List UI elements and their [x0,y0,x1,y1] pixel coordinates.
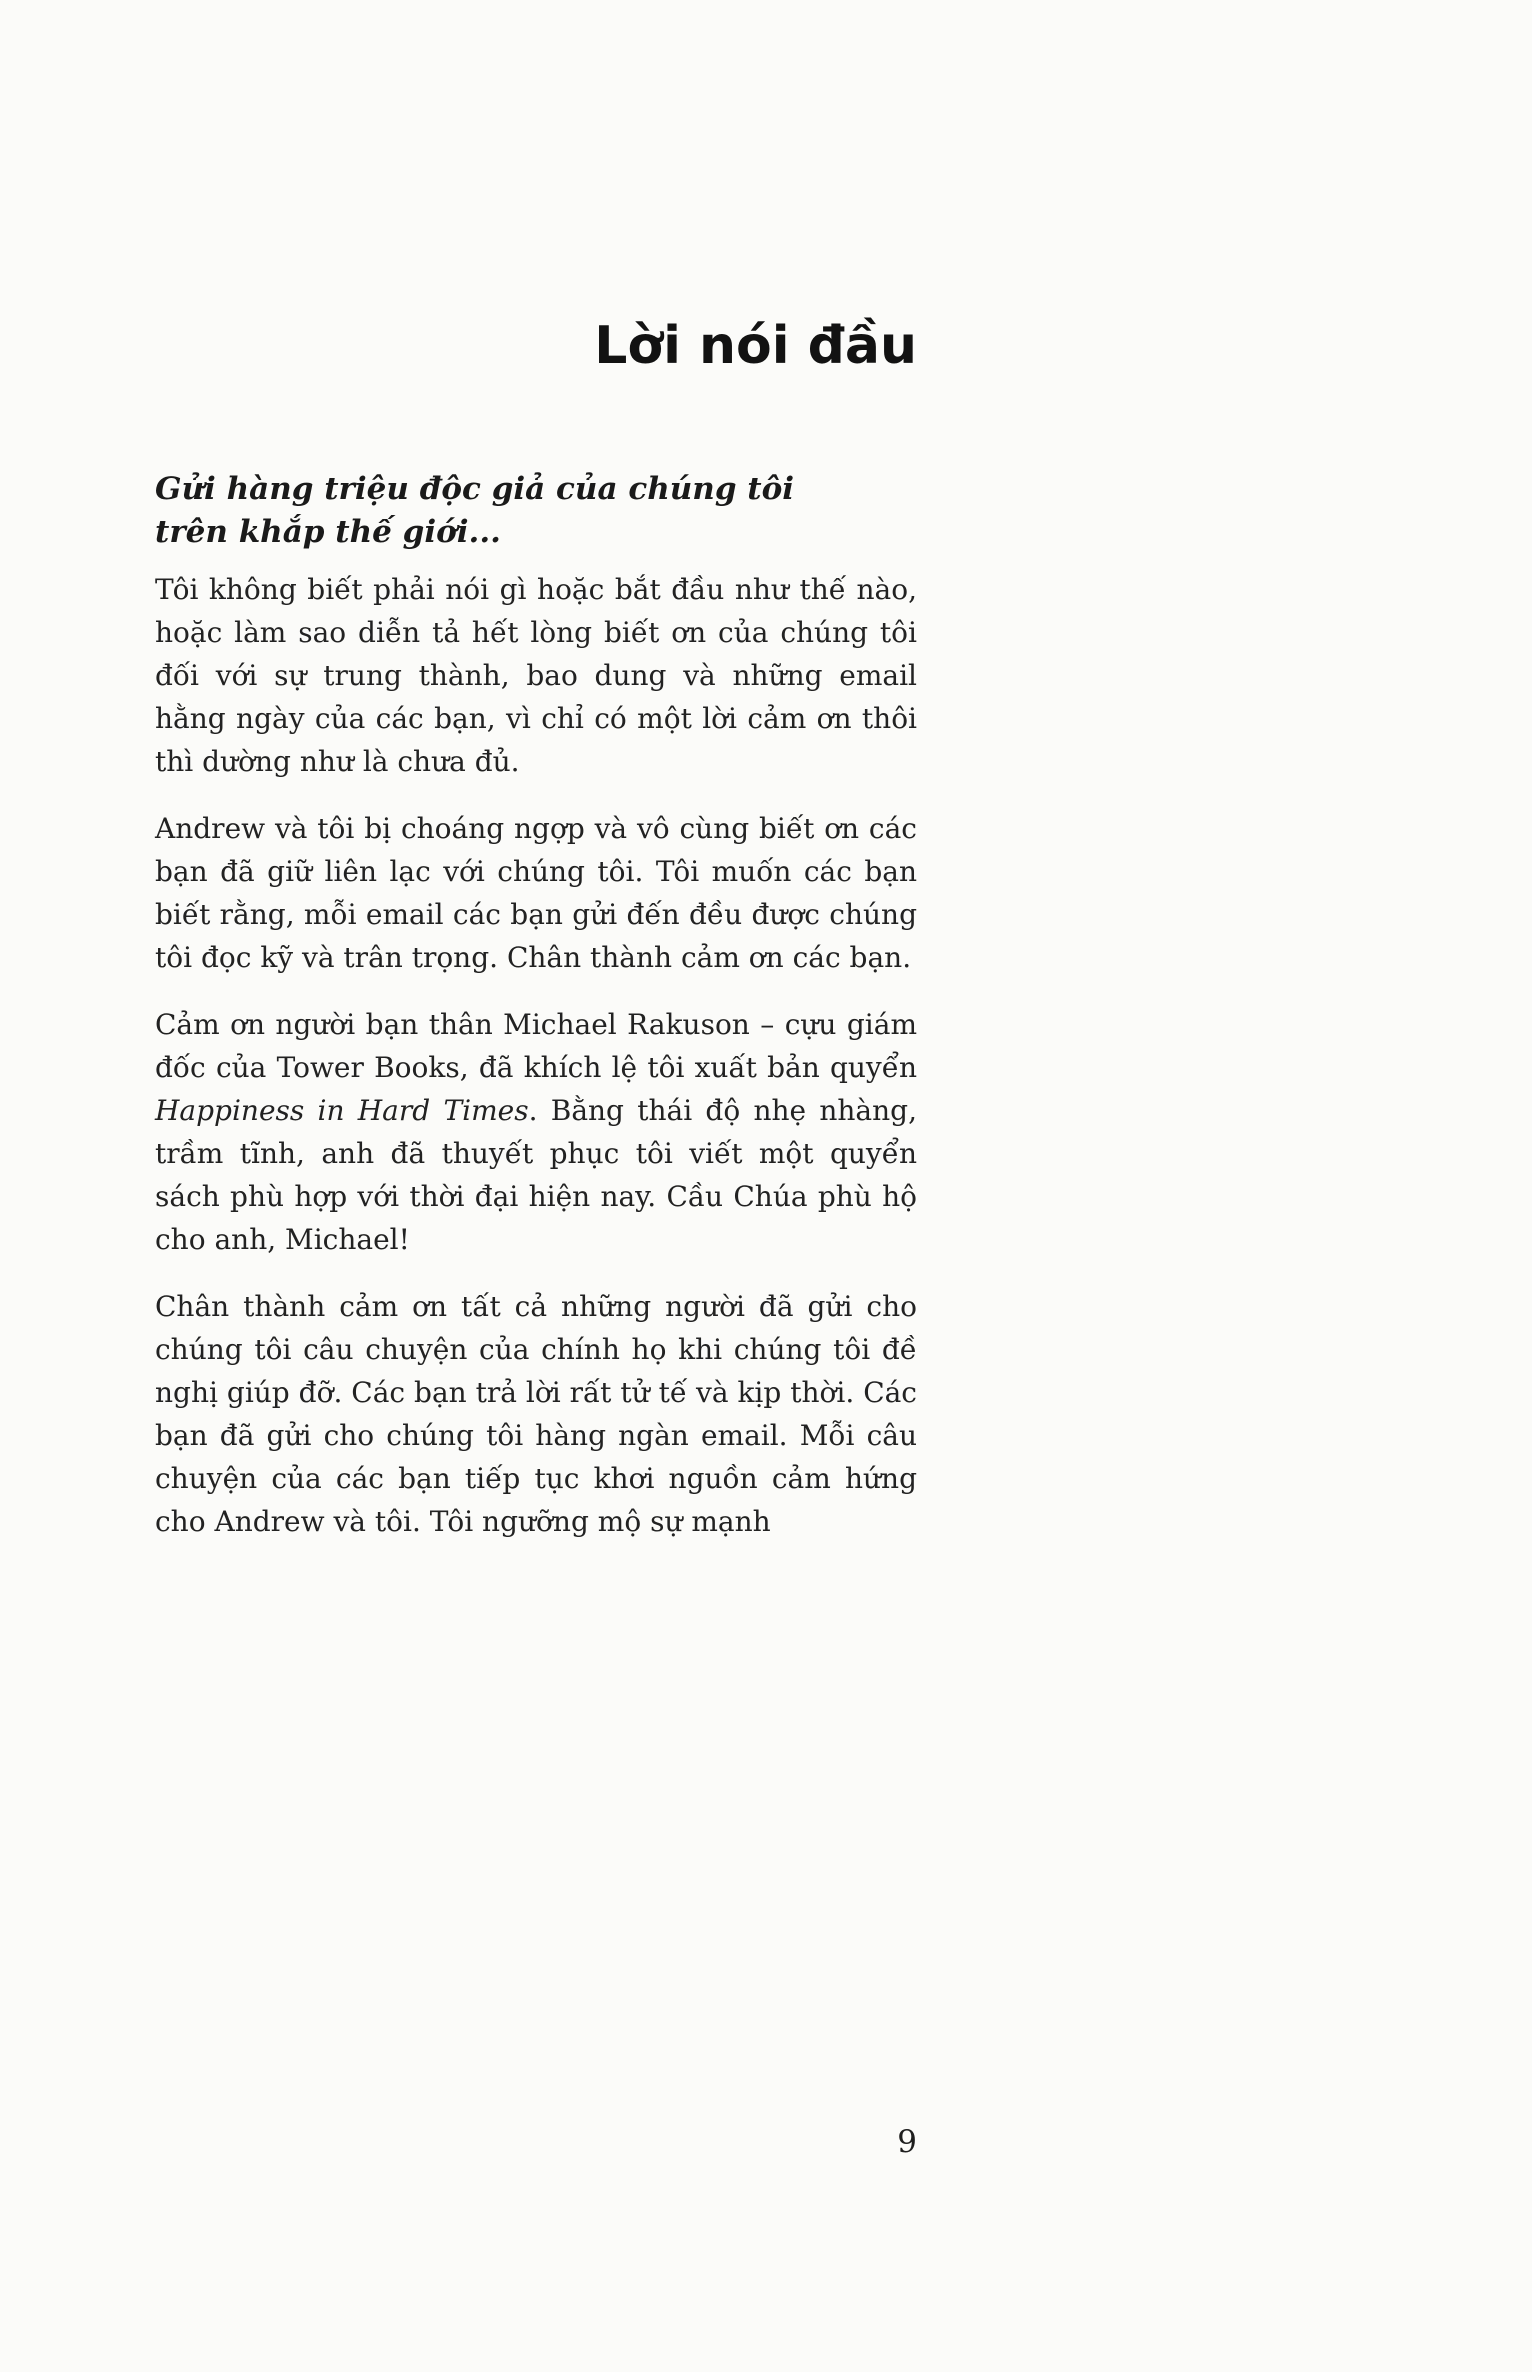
paragraph-3-text-after: . Bằng thái độ nhẹ nhàng, trầm tĩnh, anh đã thuyết phục tôi viết một quyển sách phù hợp với thời đại hiện nay. Cầu Chúa phù hộ cho anh, Michael! [155,1094,917,1256]
paragraph-4: Chân thành cảm ơn tất cả những người đã gửi cho chúng tôi câu chuyện của chính họ khi chúng tôi đề nghị giúp đỡ. Các bạn trả lời rất tử tế và kịp thời. Các bạn đã gửi cho chúng tôi hàng ngàn email. Mỗi câu chuyện của các bạn tiếp tục khơi nguồn cảm hứng cho Andrew và tôi. Tôi ngưỡng mộ sự mạnh [155,1290,917,1538]
page-number: 9 [897,2124,917,2160]
paragraph-3 [155,1003,917,1261]
page-title: Lời nói đầu [594,316,917,376]
paragraph-2: Andrew và tôi bị choáng ngợp và vô cùng biết ơn các bạn đã giữ liên lạc với chúng tôi. Tôi muốn các bạn biết rằng, mỗi email các bạn gửi đến đều được chúng tôi đọc kỹ và trân trọng. Chân thành cảm ơn các bạn. [155,812,917,974]
book-page [155,0,917,2372]
paragraph-1: Tôi không biết phải nói gì hoặc bắt đầu như thế nào, hoặc làm sao diễn tả hết lòng biết ơn của chúng tôi đối với sự trung thành, bao dung và những email hằng ngày của các bạn, vì chỉ có một lời cảm ơn thôi thì dường như là chưa đủ. [155,573,917,778]
paragraph-3-text-before: Cảm ơn người bạn thân Michael Rakuson – cựu giám đốc của Tower Books, đã khích lệ tôi xuất bản quyển [155,1008,917,1084]
salutation-line-2: trên khắp thế giới... [155,514,501,550]
book-title-reference: Happiness in Hard Times [155,1094,529,1127]
salutation-line-1: Gửi hàng triệu độc giả của chúng tôi [155,471,795,507]
salutation [155,468,917,554]
